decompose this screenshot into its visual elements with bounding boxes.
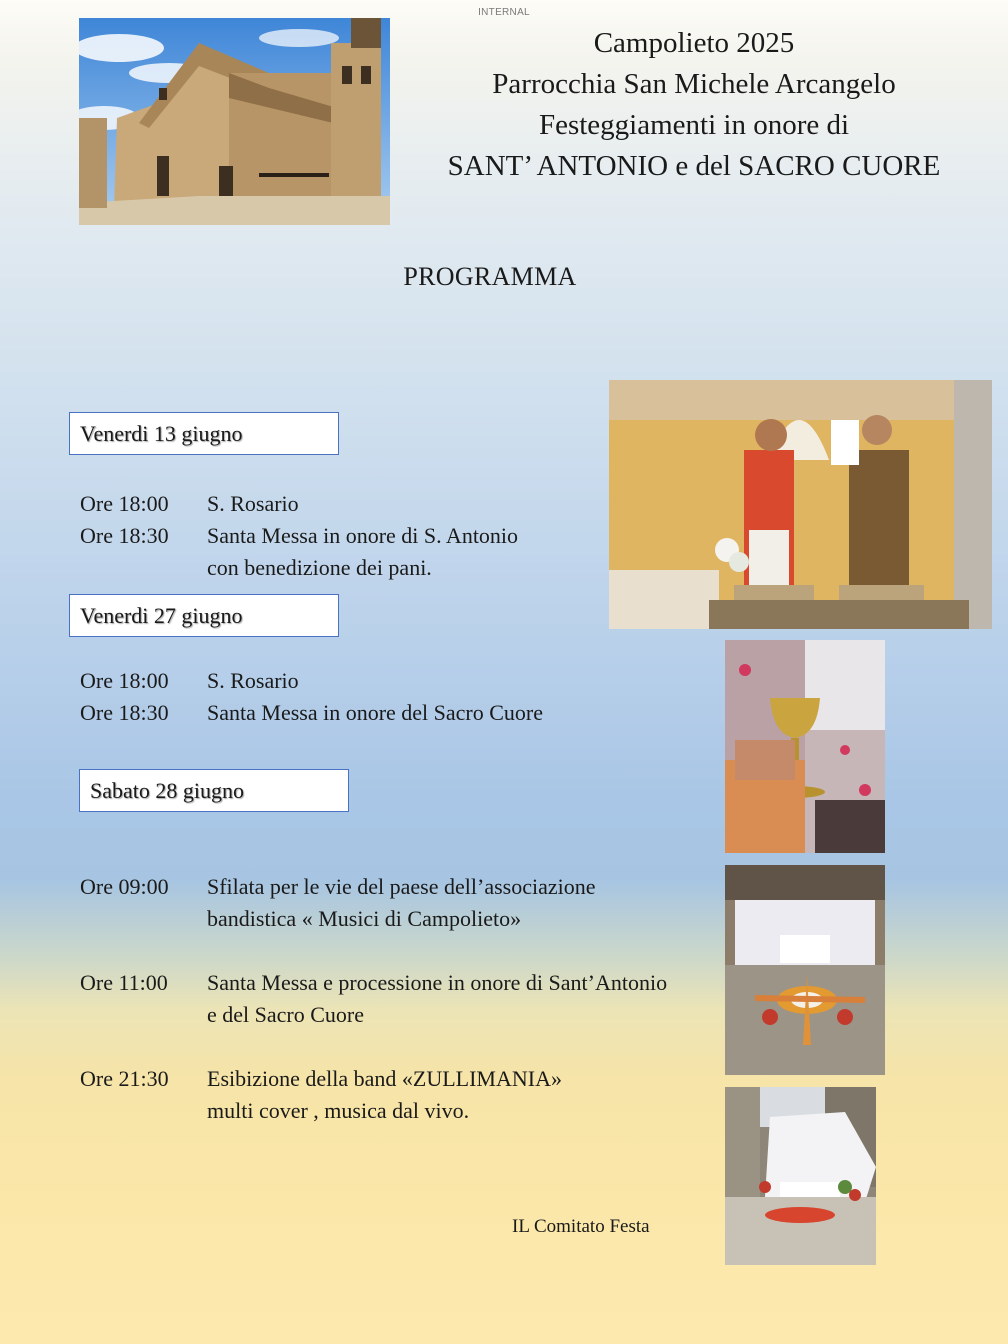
statues-photo [609, 380, 992, 629]
event-time: Ore 21:30 [80, 1066, 169, 1091]
title-line-2: Parrocchia San Michele Arcangelo [492, 68, 896, 100]
event-description: con benedizione dei pani. [207, 555, 432, 580]
outdoor-altar-photo [725, 1087, 876, 1265]
event-time: Ore 18:30 [80, 700, 169, 725]
event-description: S. Rosario [207, 491, 299, 516]
signature: IL Comitato Festa [512, 1216, 650, 1237]
church-photo [79, 18, 390, 225]
internal-mark: INTERNAL [478, 7, 530, 18]
event-description: bandistica « Musici di Campolieto» [207, 906, 522, 931]
event-time: Ore 18:00 [80, 491, 169, 516]
chalice-photo [725, 640, 885, 853]
event-description: e del Sacro Cuore [207, 1002, 364, 1027]
day-label-june-27: Venerdi 27 giugno [69, 594, 339, 637]
title-line-4: SANT’ ANTONIO e del SACRO CUORE [447, 150, 941, 182]
event-description: Sfilata per le vie del paese dell’associazione [207, 874, 596, 899]
program-heading: PROGRAMMA [403, 262, 577, 291]
flower-carpet-altar-photo [725, 865, 885, 1075]
day-label-june-13: Venerdi 13 giugno [69, 412, 339, 455]
event-description: S. Rosario [207, 668, 299, 693]
event-time: Ore 09:00 [80, 874, 169, 899]
event-time: Ore 18:00 [80, 668, 169, 693]
event-description: multi cover , musica dal vivo. [207, 1098, 470, 1123]
event-description: Santa Messa in onore del Sacro Cuore [207, 700, 544, 725]
title-line-3: Festeggiamenti in onore di [538, 109, 850, 141]
event-time: Ore 11:00 [80, 970, 168, 995]
event-description: Santa Messa e processione in onore di Sant’Antonio [207, 970, 668, 995]
event-time: Ore 18:30 [80, 523, 169, 548]
event-description: Esibizione della band «ZULLIMANIA» [207, 1066, 562, 1091]
title-line-1: Campolieto 2025 [593, 27, 795, 59]
event-description: Santa Messa in onore di S. Antonio [207, 523, 519, 548]
day-label-june-28: Sabato 28 giugno [79, 769, 349, 812]
